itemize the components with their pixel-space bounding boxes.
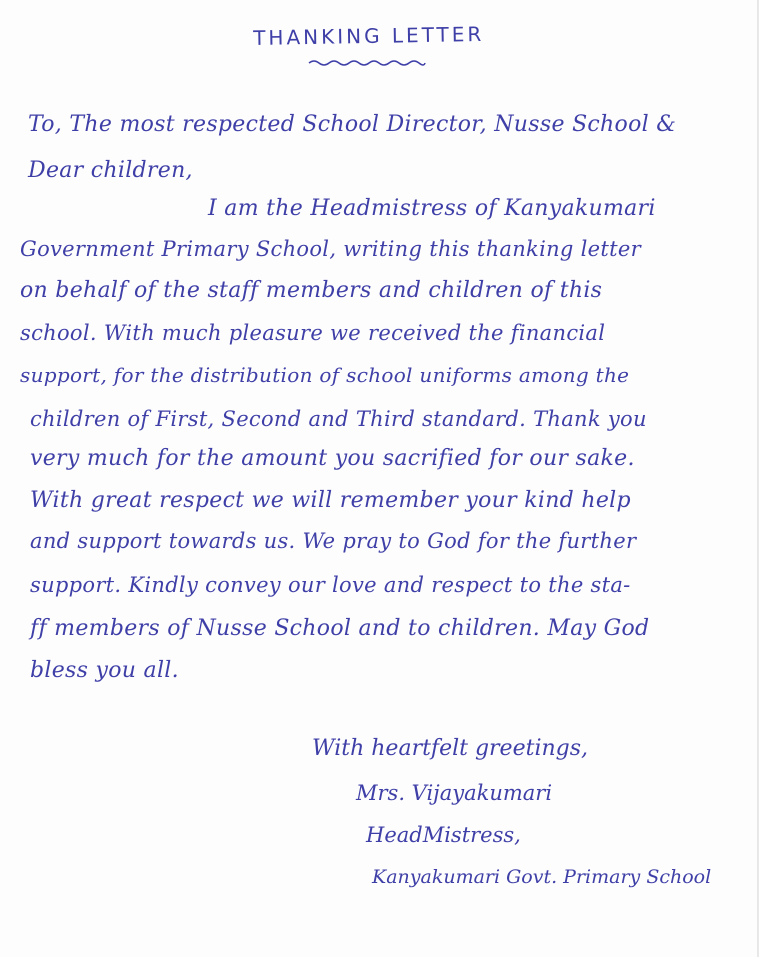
signatory-name: Mrs. Vijayakumari bbox=[356, 781, 553, 805]
letter-line-4: Government Primary School, writing this thanking letter bbox=[20, 237, 641, 261]
closing-greeting: With heartfelt greetings, bbox=[312, 736, 589, 761]
letter-line-7: support, for the distribution of school uniforms among the bbox=[20, 363, 630, 387]
letter-line-6: school. With much pleasure we received the financial bbox=[20, 321, 606, 345]
letter-line-11: and support towards us. We pray to God for the further bbox=[30, 529, 637, 553]
letter-line-5: on behalf of the staff members and children of this bbox=[20, 278, 603, 303]
letter-line-8: children of First, Second and Third standard. Thank you bbox=[30, 407, 647, 431]
letter-line-2: Dear children, bbox=[28, 158, 193, 183]
school-name: Kanyakumari Govt. Primary School bbox=[372, 866, 712, 888]
letter-line-13: ff members of Nusse School and to children. May God bbox=[30, 616, 650, 641]
letter-line-10: With great respect we will remember your kind help bbox=[30, 488, 631, 513]
letter-title: THANKING LETTER bbox=[253, 21, 485, 50]
title-underline bbox=[307, 58, 427, 68]
signatory-designation: HeadMistress, bbox=[366, 823, 521, 847]
letter-line-3: I am the Headmistress of Kanyakumari bbox=[208, 196, 656, 221]
letter-line-9: very much for the amount you sacrified for our sake. bbox=[30, 446, 635, 471]
letter-line-1: To, The most respected School Director, Nusse School & bbox=[28, 112, 677, 137]
letter-line-14: bless you all. bbox=[30, 658, 179, 683]
letter-line-12: support. Kindly convey our love and respect to the sta- bbox=[30, 573, 631, 597]
